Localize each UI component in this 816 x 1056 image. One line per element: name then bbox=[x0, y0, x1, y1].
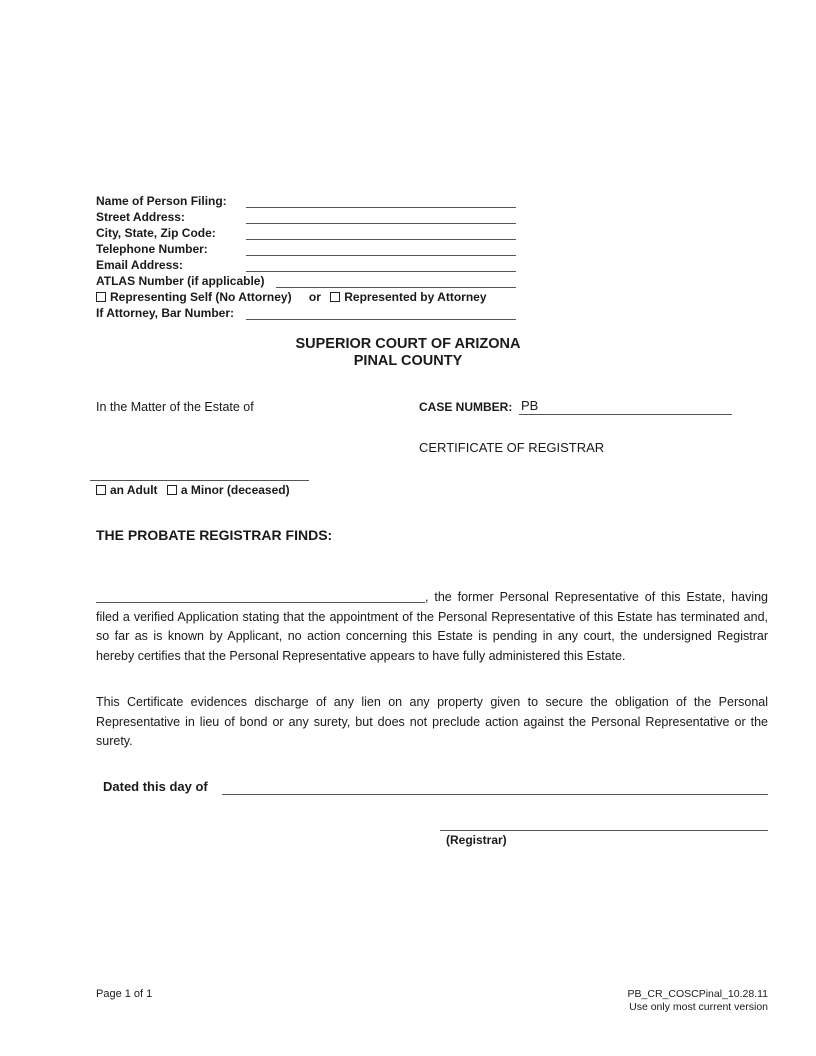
matter-label: In the Matter of the Estate of bbox=[96, 400, 254, 414]
version-notice: Use only most current version bbox=[629, 1001, 768, 1013]
represented-by-attorney-label: Represented by Attorney bbox=[344, 290, 487, 304]
dated-label: Dated this day of bbox=[103, 779, 208, 794]
decedent-name-field[interactable] bbox=[90, 480, 309, 481]
adult-label: an Adult bbox=[110, 483, 158, 497]
case-number-field[interactable] bbox=[519, 414, 732, 415]
name-of-person-filing-field[interactable] bbox=[246, 207, 516, 208]
city-state-zip-field[interactable] bbox=[246, 239, 516, 240]
atlas-number-field[interactable] bbox=[276, 287, 516, 288]
bar-number-field[interactable] bbox=[246, 319, 516, 320]
age-status-row bbox=[96, 483, 290, 497]
registrar-signature-field[interactable] bbox=[440, 830, 768, 831]
former-representative-name-field[interactable] bbox=[96, 590, 425, 603]
county-name: PINAL COUNTY bbox=[353, 353, 463, 369]
bar-number-label: If Attorney, Bar Number: bbox=[96, 306, 235, 320]
name-of-person-filing-label: Name of Person Filing: bbox=[96, 194, 227, 208]
date-field[interactable] bbox=[222, 794, 768, 795]
representation-row bbox=[96, 290, 487, 304]
form-id: PB_CR_COSCPinal_10.28.11 bbox=[627, 988, 768, 1000]
representing-self-checkbox[interactable] bbox=[96, 292, 106, 302]
represented-by-attorney-checkbox[interactable] bbox=[330, 292, 340, 302]
or-label: or bbox=[308, 290, 321, 304]
findings-paragraph-2: This Certificate evidences discharge of any lien on any property given to secure the obligation of the Personal Representative in lieu of bond or any surety, but does not preclude action against the Personal Representative or the surety. bbox=[96, 695, 768, 748]
adult-checkbox[interactable] bbox=[96, 485, 106, 495]
email-address-label: Email Address: bbox=[96, 258, 183, 272]
findings-paragraph-1-text: , the former Personal Representative of this Estate, having filed a verified Application stating that the appointment of the Personal Representative of this Estate has terminated and, so far as is known by Applicant, no action concerning this Estate is pending in any court, the undersigned Registrar hereby certifies that the Personal Representative appears to have fully administered this Estate. bbox=[96, 590, 768, 663]
city-state-zip-label: City, State, Zip Code: bbox=[96, 226, 216, 240]
representing-self-label: Representing Self (No Attorney) bbox=[110, 290, 292, 304]
street-address-field[interactable] bbox=[246, 223, 516, 224]
email-address-field[interactable] bbox=[246, 271, 516, 272]
atlas-number-label: ATLAS Number (if applicable) bbox=[96, 274, 265, 288]
minor-checkbox[interactable] bbox=[167, 485, 177, 495]
case-number-prefix: PB bbox=[521, 398, 539, 413]
case-number-label: CASE NUMBER: bbox=[419, 400, 513, 414]
telephone-number-field[interactable] bbox=[246, 255, 516, 256]
court-name: SUPERIOR COURT OF ARIZONA bbox=[295, 336, 521, 352]
telephone-number-label: Telephone Number: bbox=[96, 242, 208, 256]
registrar-label: (Registrar) bbox=[446, 833, 507, 847]
street-address-label: Street Address: bbox=[96, 210, 185, 224]
page-number: Page 1 of 1 bbox=[96, 988, 153, 1000]
findings-heading: THE PROBATE REGISTRAR FINDS: bbox=[96, 527, 333, 543]
document-title: CERTIFICATE OF REGISTRAR bbox=[419, 440, 605, 455]
findings-paragraph-1 bbox=[96, 588, 768, 666]
minor-label: a Minor (deceased) bbox=[180, 483, 290, 497]
